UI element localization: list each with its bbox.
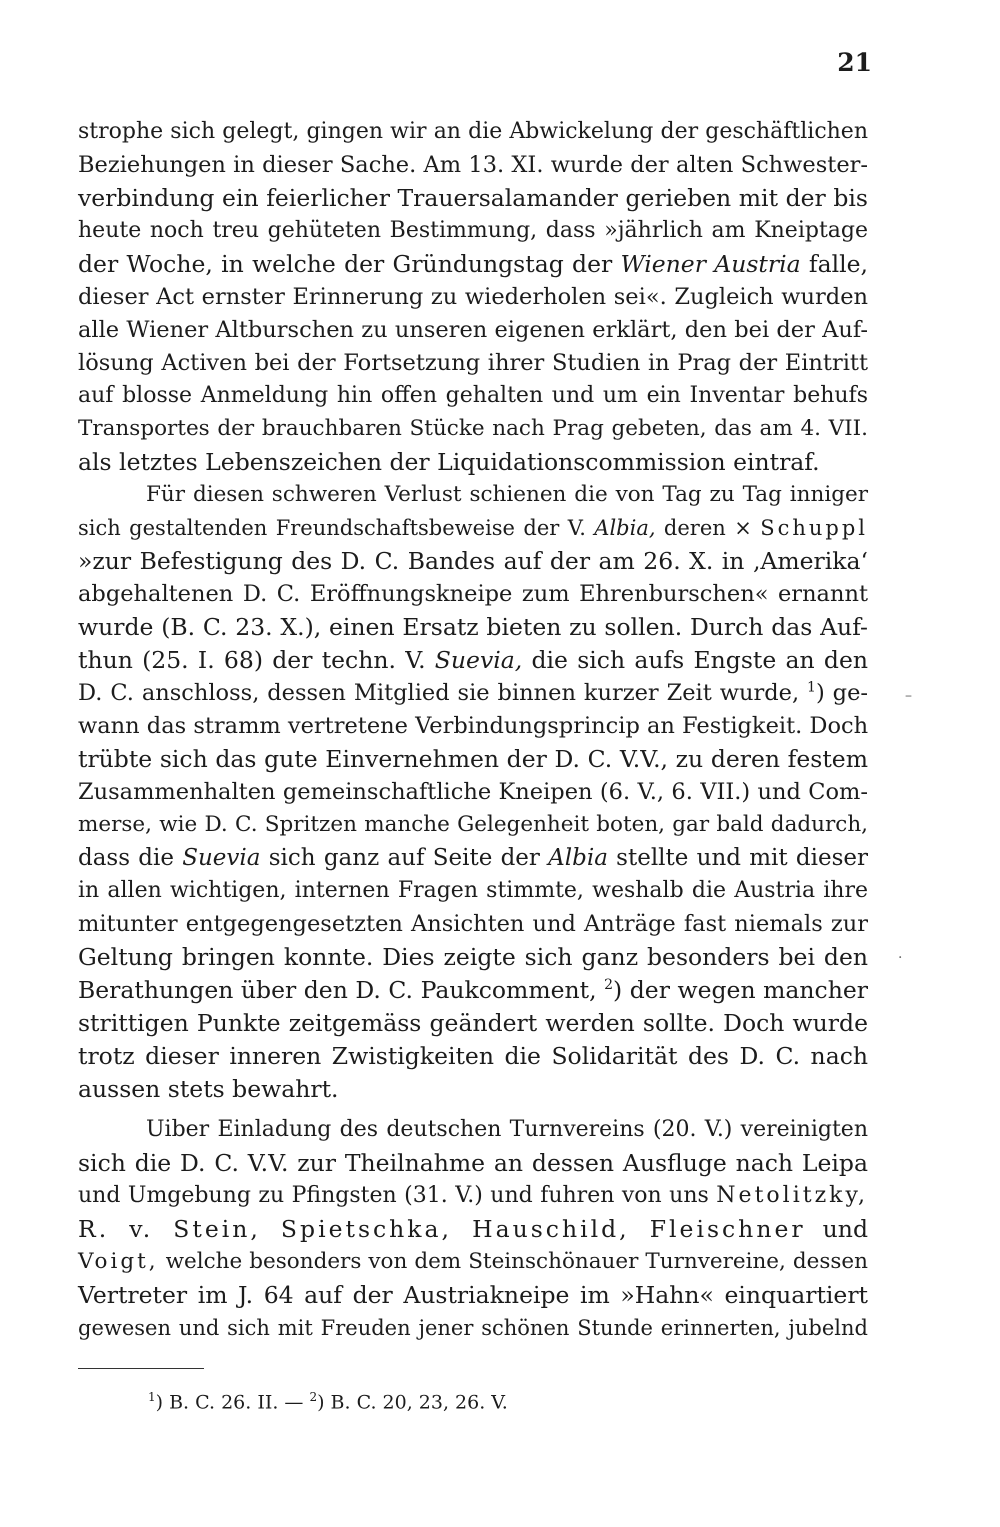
- spaced-name: Schuppl: [760, 516, 869, 540]
- text-run: merse, wie D. C. Spritzen manche Gelegenheit boten, gar bald dadurch,: [78, 812, 868, 837]
- text-run: mitunter entgegengesetzten Ansichten und Anträge fast niemals zur: [78, 911, 868, 937]
- text-run: lösung Activen bei der Fortsetzung ihrer Studien in Prag der Eintritt: [78, 350, 868, 376]
- italic-name: Albia: [548, 845, 608, 871]
- text-line: [146, 479, 868, 511]
- text-run: abgehaltenen D. C. Eröffnungskneipe zum Ehrenburschen« ernannt: [78, 581, 868, 607]
- text-run: wurde (B. C. 23. X.), einen Ersatz bieten zu sollen. Durch das Auf-: [78, 613, 868, 641]
- text-run: thun (25. I. 68) der techn. V.: [78, 646, 435, 674]
- text-run: dass die: [78, 845, 183, 871]
- text-run: stellte und mit dieser: [607, 845, 869, 871]
- text-run: Uiber Einladung des deutschen Turnvereins (20. V.) vereinigten: [146, 1117, 868, 1142]
- text-line: [78, 1312, 868, 1344]
- text-line: [78, 182, 868, 214]
- text-line: [78, 446, 868, 478]
- page-number: 21: [837, 48, 872, 77]
- italic-name: Suevia,: [434, 646, 523, 674]
- text-run: strophe sich gelegt, gingen wir an die Abwickelung der geschäftlichen: [78, 119, 868, 144]
- text-line: [78, 512, 868, 544]
- text-line: [78, 776, 868, 808]
- text-run: Zusammenhalten gemeinschaftliche Kneipen (6. V., 6. VII.) und Com-: [78, 779, 868, 805]
- text-line: [78, 644, 868, 676]
- text-line: [78, 809, 868, 841]
- text-run: trübte sich das gute Einvernehmen der D. C. V.V., zu deren festem: [78, 745, 868, 773]
- margin-dot-mark: ·: [898, 950, 903, 966]
- text-line: [78, 215, 868, 247]
- text-line: [78, 248, 868, 280]
- italic-name: Albia,: [594, 516, 656, 540]
- text-run: Vertreter im J. 64 auf der Austriakneipe im »Hahn« einquartiert: [78, 1281, 868, 1309]
- text-line: [78, 1180, 868, 1212]
- footnote-text: ) B. C. 26. II. —: [155, 1391, 310, 1414]
- text-run: ) der wegen mancher: [613, 976, 868, 1004]
- text-run: dieser Act ernster Erinnerung zu wiederholen sei«. Zugleich wurden: [78, 284, 868, 310]
- text-line: [78, 116, 868, 148]
- text-run: alle Wiener Altburschen zu unseren eigenen erklärt, den bei der Auf-: [78, 317, 868, 343]
- footnote-marker: 1: [807, 679, 816, 696]
- text-run: wann das stramm vertretene Verbindungsprincip an Festigkeit. Doch: [78, 713, 869, 739]
- text-line: [78, 842, 868, 874]
- text-run: sich die D. C. V.V. zur Theilnahme an dessen Ausfluge nach Leipa: [78, 1149, 868, 1177]
- text-run: strittigen Punkte zeitgemäss geändert werden sollte. Doch wurde: [78, 1009, 868, 1037]
- text-run: trotz dieser inneren Zwistigkeiten die Solidarität des D. C. nach: [78, 1042, 868, 1070]
- text-run: Berathungen über den D. C. Paukcomment,: [78, 976, 605, 1004]
- footnote-rule: [78, 1368, 204, 1369]
- text-run: Transportes der brauchbaren Stücke nach Prag gebeten, das am 4. VII.: [78, 416, 868, 441]
- text-run: auf blosse Anmeldung hin offen gehalten und um ein Inventar behufs: [78, 383, 868, 408]
- text-run: D. C. anschloss, dessen Mitglied sie binnen kurzer Zeit wurde,: [78, 680, 808, 706]
- text-line: [78, 1147, 868, 1179]
- text-run: deren ×: [655, 516, 761, 540]
- text-run: sich ganz auf Seite der: [260, 845, 549, 871]
- text-line: [78, 677, 868, 709]
- text-run: in allen wichtigen, internen Fragen stimmte, weshalb die Austria ihre: [78, 878, 868, 903]
- text-run: welche besonders von dem Steinschönauer Turnvereine, dessen: [158, 1249, 868, 1274]
- text-line: [78, 413, 868, 445]
- footnote: [148, 1383, 748, 1416]
- italic-name: Suevia: [182, 845, 261, 871]
- text-run: der Woche, in welche der Gründungstag der: [78, 250, 621, 278]
- text-run: Geltung bringen konnte. Dies zeigte sich ganz besonders bei den: [78, 943, 868, 971]
- text-run: »zur Befestigung des D. C. Bandes auf der am 26. X. in ‚Amerika‘: [78, 547, 868, 575]
- text-run: verbindung ein feierlicher Trauersalamander gerieben mit der bis: [78, 184, 868, 212]
- text-line: [78, 710, 868, 742]
- text-line: [78, 314, 868, 346]
- spaced-name: Netolitzky,: [716, 1183, 868, 1208]
- footnote-text: ) B. C. 20, 23, 26. V.: [317, 1391, 508, 1414]
- spaced-name: Voigt,: [78, 1249, 159, 1274]
- text-line: [78, 1073, 868, 1105]
- text-run: Für diesen schweren Verlust schienen die von Tag zu Tag inniger: [146, 482, 868, 507]
- text-run: die sich aufs Engste an den: [522, 646, 868, 674]
- italic-name: Wiener Austria: [620, 250, 801, 278]
- text-line: [78, 347, 868, 379]
- text-line: [78, 1246, 868, 1278]
- footnote-marker: 2: [309, 1390, 318, 1404]
- text-line: [78, 578, 868, 610]
- text-run: falle,: [800, 250, 868, 278]
- text-run: sich gestaltenden Freundschaftsbeweise der V.: [78, 516, 595, 540]
- text-line: [78, 1007, 868, 1039]
- text-line: [78, 941, 868, 973]
- text-run: ) ge-: [815, 680, 868, 706]
- text-run: heute noch treu gehüteten Bestimmung, dass »jährlich am Kneiptage: [78, 218, 868, 243]
- footnote-marker: 1: [148, 1390, 156, 1404]
- text-line: [78, 1279, 868, 1311]
- text-line: [146, 1114, 868, 1146]
- text-line: [78, 908, 868, 940]
- text-line: [78, 380, 868, 412]
- text-run: aussen stets bewahrt.: [78, 1075, 339, 1103]
- text-line: [78, 1213, 868, 1245]
- text-run: und: [805, 1215, 868, 1243]
- text-line: [78, 974, 868, 1006]
- text-run: als letztes Lebenszeichen der Liquidationscommission eintraf.: [78, 448, 820, 476]
- text-line: [78, 281, 868, 313]
- text-run: Beziehungen in dieser Sache. Am 13. XI. wurde der alten Schwester-: [78, 152, 868, 178]
- spaced-name: R. v. Stein, Spietschka, Hauschild, Fleischner: [78, 1215, 806, 1243]
- margin-dash-mark: –: [905, 688, 912, 704]
- footnote-marker: 2: [604, 977, 614, 994]
- text-line: [78, 743, 868, 775]
- text-line: [78, 149, 868, 181]
- text-line: [78, 545, 868, 577]
- text-line: [78, 1040, 868, 1072]
- text-line: [78, 875, 868, 907]
- text-run: und Umgebung zu Pfingsten (31. V.) und fuhren von uns: [78, 1183, 717, 1208]
- text-line: [78, 611, 868, 643]
- text-run: gewesen und sich mit Freuden jener schönen Stunde erinnerten, jubelnd: [78, 1316, 868, 1340]
